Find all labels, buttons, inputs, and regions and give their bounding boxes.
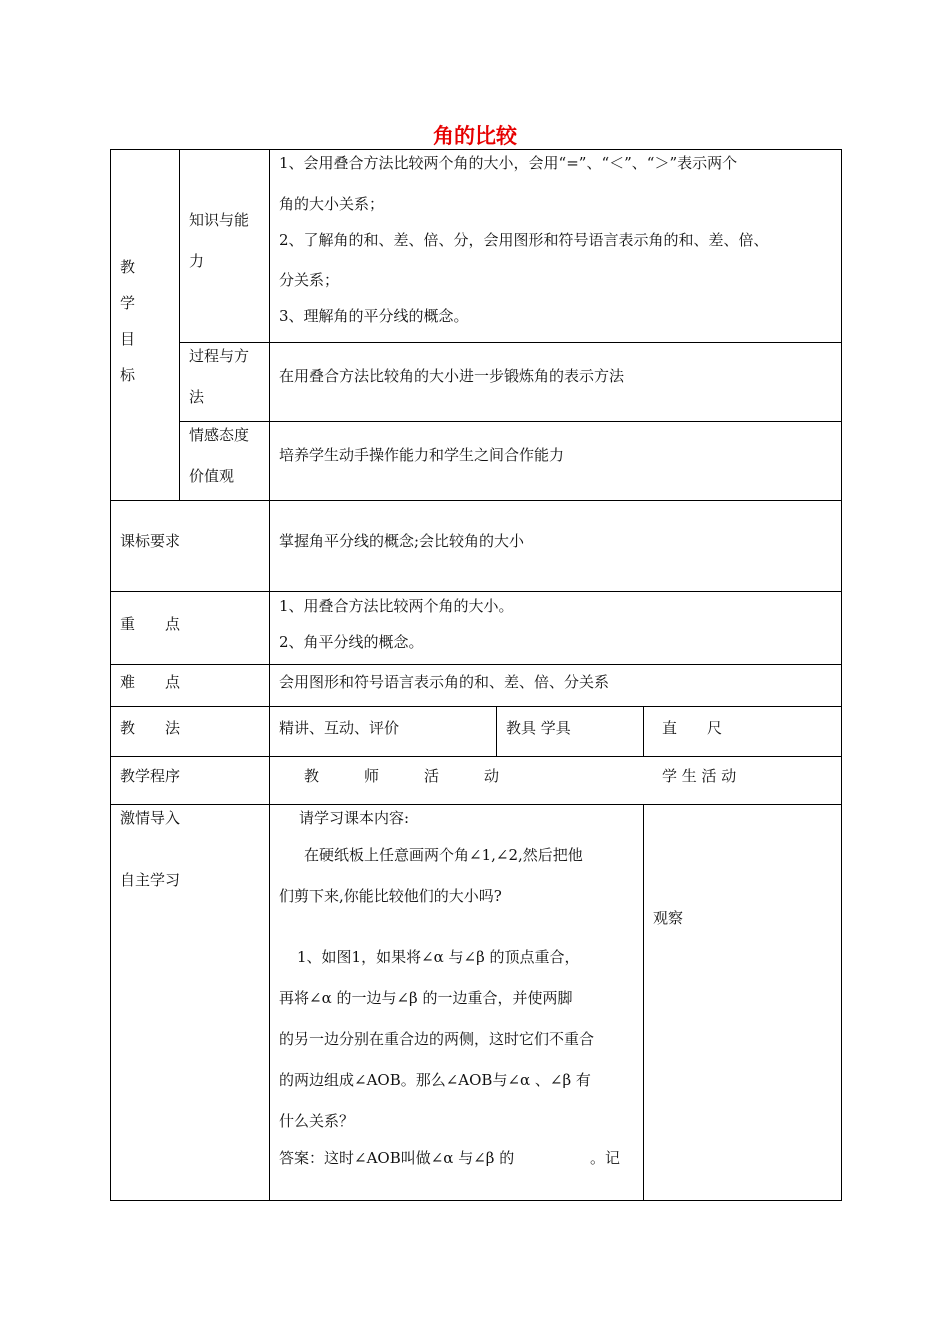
objectives-label-char: 学 bbox=[120, 294, 136, 312]
method-label: 教 法 bbox=[120, 719, 181, 737]
knowledge-line: 角的大小关系； bbox=[279, 195, 385, 213]
content-line: 请学习课本内容: bbox=[299, 809, 410, 827]
objectives-label-char: 教 bbox=[120, 258, 136, 276]
knowledge-line: 分关系； bbox=[279, 271, 340, 289]
standard-text: 掌握角平分线的概念;会比较角的大小 bbox=[279, 532, 525, 550]
method-text: 精讲、互动、评价 bbox=[279, 719, 400, 737]
divider bbox=[110, 500, 842, 501]
key-line: 2、角平分线的概念。 bbox=[279, 633, 424, 651]
divider bbox=[110, 664, 842, 665]
standard-label: 课标要求 bbox=[120, 532, 181, 550]
content-line: 再将∠α 的一边与∠β 的一边重合，并使两脚 bbox=[279, 989, 573, 1007]
divider bbox=[179, 421, 842, 422]
divider bbox=[643, 706, 644, 757]
content-line: 在硬纸板上任意画两个角∠1,∠2,然后把他 bbox=[304, 846, 583, 864]
divider bbox=[643, 804, 644, 1201]
table-border-top bbox=[110, 149, 842, 150]
attitude-text: 培养学生动手操作能力和学生之间合作能力 bbox=[279, 446, 565, 464]
knowledge-line: 3、理解角的平分线的概念。 bbox=[279, 307, 469, 325]
content-line: 什么关系？ bbox=[279, 1112, 355, 1130]
table-border-right bbox=[841, 149, 842, 1201]
attitude-label: 情感态度 bbox=[189, 426, 250, 444]
stage-label: 自主学习 bbox=[120, 871, 181, 889]
knowledge-label: 知识与能 bbox=[189, 211, 250, 229]
content-line: 的另一边分别在重合边的两侧，这时它们不重合 bbox=[279, 1030, 595, 1048]
content-line: 1、如图1，如果将∠α 与∠β 的顶点重合， bbox=[297, 948, 580, 966]
content-line: 答案：这时∠AOB叫做∠α 与∠β 的 bbox=[279, 1149, 515, 1167]
knowledge-label: 力 bbox=[189, 252, 205, 270]
knowledge-line: 1、会用叠合方法比较两个角的大小，会用“=”、“＜”、“＞”表示两个 bbox=[279, 154, 738, 172]
student-activity-text: 观察 bbox=[653, 909, 684, 927]
divider bbox=[179, 149, 180, 501]
table-border-left bbox=[110, 149, 111, 1201]
student-activity-header: 学 生 活 动 bbox=[662, 767, 737, 785]
difficulty-text: 会用图形和符号语言表示角的和、差、倍、分关系 bbox=[279, 673, 610, 691]
divider bbox=[269, 149, 270, 1201]
content-line: 们剪下来,你能比较他们的大小吗? bbox=[279, 887, 502, 905]
key-line: 1、用叠合方法比较两个角的大小。 bbox=[279, 597, 514, 615]
tools-text: 直 尺 bbox=[662, 719, 723, 737]
stage-label: 激情导入 bbox=[120, 809, 181, 827]
divider bbox=[110, 706, 842, 707]
difficulty-label: 难 点 bbox=[120, 673, 181, 691]
key-label: 重 点 bbox=[120, 615, 181, 633]
content-line: 。记 bbox=[590, 1149, 621, 1167]
tools-label: 教具 学具 bbox=[506, 719, 571, 737]
knowledge-line: 2、了解角的和、差、倍、分，会用图形和符号语言表示角的和、差、倍、 bbox=[279, 231, 769, 249]
process-label: 法 bbox=[189, 388, 205, 406]
objectives-label-char: 目 bbox=[120, 330, 136, 348]
process-label: 过程与方 bbox=[189, 347, 250, 365]
attitude-label: 价值观 bbox=[189, 467, 235, 485]
document-title: 角的比较 bbox=[433, 124, 517, 148]
divider bbox=[110, 804, 842, 805]
teacher-activity-header: 教 师 活 动 bbox=[304, 767, 500, 785]
divider bbox=[110, 756, 842, 757]
table-border-bottom bbox=[110, 1200, 842, 1201]
divider bbox=[179, 342, 842, 343]
content-line: 的两边组成∠AOB。那么∠AOB与∠α 、∠β 有 bbox=[279, 1071, 591, 1089]
divider bbox=[110, 591, 842, 592]
objectives-label-char: 标 bbox=[120, 366, 136, 384]
divider bbox=[496, 706, 497, 757]
procedure-label: 教学程序 bbox=[120, 767, 181, 785]
process-text: 在用叠合方法比较角的大小进一步锻炼角的表示方法 bbox=[279, 367, 625, 385]
